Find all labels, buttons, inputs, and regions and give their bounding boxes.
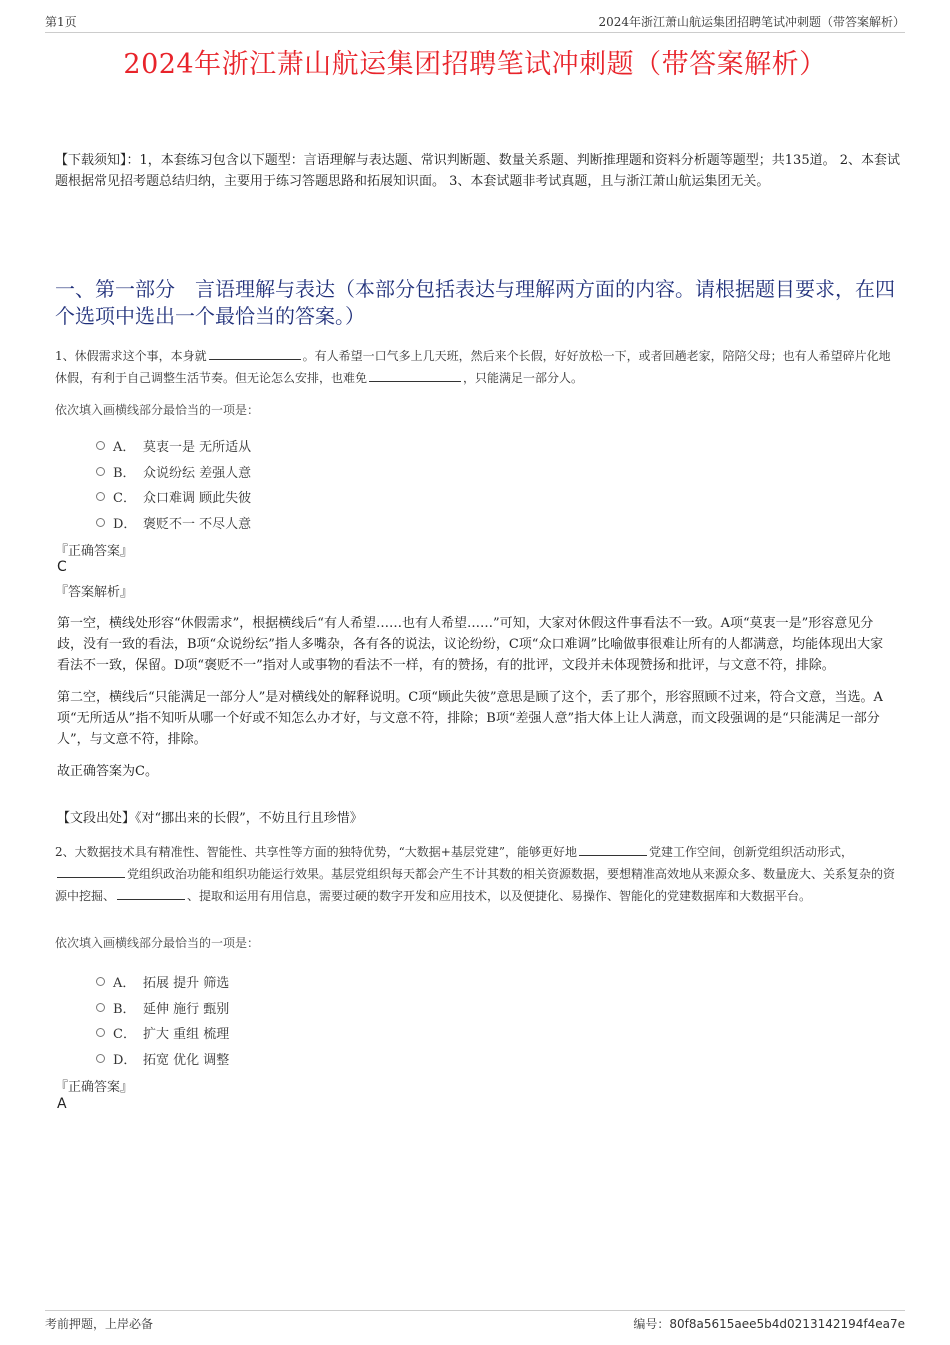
option-letter: A． (113, 976, 136, 992)
question-1-options (96, 433, 251, 535)
page-footer (45, 1310, 905, 1333)
option-text: 拓展 提升 筛选 (143, 976, 230, 992)
passage-source: 【文段出处】《对“挪出来的长假”，不妨且行且珍惜》 (57, 811, 363, 826)
analysis-label: 『答案解析』 (55, 585, 134, 600)
correct-answer: C (57, 559, 67, 575)
question-2-part4: 、提取和运用有用信息，需要过硬的数字开发和应用技术，以及便捷化、易操作、智能化的党建数据库和大数据平台。 (187, 889, 812, 903)
correct-answer-label: 『正确答案』 (55, 1080, 134, 1095)
fill-blank (209, 345, 301, 360)
page-header (45, 10, 905, 33)
section-heading: 一、第一部分 言语理解与表达（本部分包括表达与理解两方面的内容。请根据题目要求，在四个选项中选出一个最恰当的答案。） (55, 277, 895, 328)
radio-icon[interactable] (96, 1028, 105, 1037)
question-2-prompt: 依次填入画横线部分最恰当的一项是： (55, 936, 260, 950)
fill-blank (579, 841, 647, 856)
question-2-options (96, 969, 229, 1071)
radio-icon[interactable] (96, 1003, 105, 1012)
option-text: 众口难调 顾此失彼 (143, 491, 252, 507)
option-text: 众说纷纭 差强人意 (143, 465, 252, 481)
page-number: 第1页 (45, 14, 77, 29)
download-notice: 【下载须知】：1，本套练习包含以下题型：言语理解与表达题、常识判断题、数量关系题、判断推理题和资料分析题等题型；共135道。 2、本套试题根据常见招考题总结归纳，主要用于练习答题思路和拓展知识面。 3、本套试题非考试真题，且与浙江萧山航运集团无关。 (55, 153, 900, 189)
option-letter: B． (113, 465, 136, 481)
option-c[interactable] (96, 1020, 229, 1046)
option-b[interactable] (96, 995, 229, 1021)
option-text: 延伸 施行 甄别 (143, 1001, 230, 1017)
answer-analysis (57, 613, 887, 793)
radio-icon[interactable] (96, 492, 105, 501)
option-letter: A． (113, 440, 136, 456)
correct-answer-label: 『正确答案』 (55, 544, 134, 559)
option-text: 扩大 重组 梳理 (143, 1027, 230, 1043)
option-d[interactable] (96, 1046, 229, 1072)
page-title: 2024年浙江萧山航运集团招聘笔试冲刺题（带答案解析） (123, 49, 827, 80)
question-2-part2: 党建工作空间，创新党组织活动形式， (648, 845, 853, 859)
option-text: 莫衷一是 无所适从 (143, 440, 252, 456)
footer-serial (633, 1315, 905, 1332)
question-1-part3: ，只能满足一部分人。 (463, 371, 584, 385)
question-1-part2: 。有人希望一口气多上几天班，然后来个长假，好好放松一下，或者回趟老家，陪陪父母；也有人希望碎片化地休假，有利于自己调整生活节奏。但无论怎么安排，也难免 (55, 349, 891, 385)
question-2-text (55, 841, 900, 907)
fill-blank (117, 885, 185, 900)
question-2-part1: 2、大数据技术具有精准性、智能性、共享性等方面的独特优势，“大数据+基层党建”，能够更好地 (55, 845, 577, 859)
analysis-paragraph: 故正确答案为C。 (57, 764, 158, 779)
analysis-paragraph: 第二空，横线后“只能满足一部分人”是对横线处的解释说明。C项“顾此失彼”意思是顾了这个，丢了那个，形容照顾不过来，符合文意，当选。A项“无所适从”指不知听从哪一个好或不知怎么办才好，与文意不符，排除；B项“差强人意”指大体上让人满意，而文段强调的是“只能满足一部分人”，与文意不符，排除。 (57, 690, 883, 747)
option-letter: C． (113, 491, 136, 507)
radio-icon[interactable] (96, 977, 105, 986)
option-a[interactable] (96, 433, 251, 459)
radio-icon[interactable] (96, 518, 105, 527)
radio-icon[interactable] (96, 1054, 105, 1063)
question-2-part3: 党组织政治功能和组织功能运行效果。基层党组织每天都会产生不计其数的相关资源数据，要想精准高效地从来源众多、数量庞大、关系复杂的资源中挖掘、 (55, 867, 896, 903)
option-d[interactable] (96, 510, 251, 536)
option-text: 褒贬不一 不尽人意 (143, 516, 252, 532)
radio-icon[interactable] (96, 441, 105, 450)
option-c[interactable] (96, 484, 251, 510)
serial-label: 编号： (633, 1316, 670, 1331)
question-1-text (55, 345, 900, 389)
question-1-part1: 1、休假需求这个事，本身就 (55, 349, 207, 363)
analysis-paragraph: 第一空，横线处形容“休假需求”，根据横线后“有人希望……也有人希望……”可知，大家对休假这件事看法不一致。A项“莫衷一是”形容意见分歧，没有一致的看法，B项“众说纷纭”指人多嘴杂，各有各的说法，议论纷纷，C项“众口难调”比喻做事很难让所有的人都满意，均能体现出大家看法不一致，保留。D项“褒贬不一”指对人或事物的看法不一样，有的赞扬，有的批评，文段并未体现赞扬和批评，与文意不符，排除。 (57, 616, 884, 673)
option-a[interactable] (96, 969, 229, 995)
option-b[interactable] (96, 459, 251, 485)
question-1-prompt: 依次填入画横线部分最恰当的一项是： (55, 403, 260, 417)
fill-blank (57, 863, 125, 878)
radio-icon[interactable] (96, 467, 105, 476)
footer-slogan: 考前押题，上岸必备 (45, 1316, 154, 1331)
option-letter: B． (113, 1001, 136, 1017)
correct-answer: A (57, 1096, 67, 1112)
option-letter: C． (113, 1027, 136, 1043)
fill-blank (369, 367, 461, 382)
serial-code: 80f8a5615aee5b4d0213142194f4ea7e (669, 1316, 905, 1331)
header-doc-title: 2024年浙江萧山航运集团招聘笔试冲刺题（带答案解析） (598, 14, 905, 29)
option-letter: D． (113, 516, 137, 532)
option-text: 拓宽 优化 调整 (143, 1052, 230, 1068)
option-letter: D． (113, 1052, 137, 1068)
